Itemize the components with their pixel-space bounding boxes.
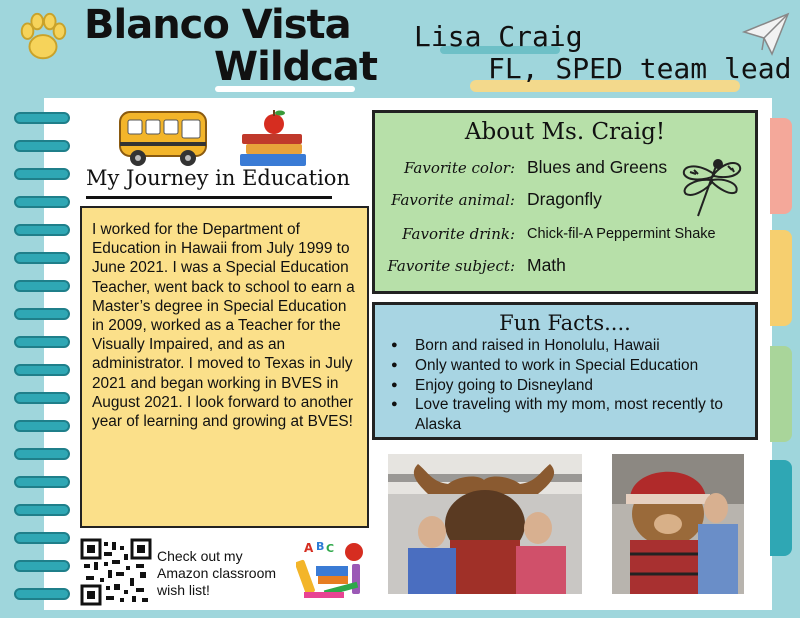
favorite-label: Favorite color: <box>404 159 515 177</box>
journey-story-box <box>80 206 369 528</box>
divider-tab-green <box>770 346 792 442</box>
svg-text:B: B <box>316 540 325 553</box>
about-title: About Ms. Craig! <box>464 119 666 145</box>
fun-fact-item: ● Enjoy going to Disneyland <box>389 376 749 396</box>
spiral-ring <box>14 308 70 320</box>
journey-heading: My Journey in Education <box>86 166 350 190</box>
favorite-label: Favorite subject: <box>387 257 515 275</box>
favorite-row <box>375 223 755 251</box>
spiral-ring <box>14 140 70 152</box>
school-title-line1: Blanco Vista <box>84 2 351 48</box>
paper-airplane-icon <box>742 10 790 58</box>
photo-teddy-bear <box>612 454 744 594</box>
spiral-ring <box>14 168 70 180</box>
fun-facts-box <box>372 302 758 440</box>
favorite-value: Blues and Greens <box>527 157 668 177</box>
favorite-row <box>375 255 755 283</box>
divider-tab-teal <box>770 460 792 556</box>
fun-facts-title: Fun Facts.... <box>499 311 631 335</box>
qr-code[interactable] <box>80 538 152 606</box>
fun-fact-item: ● Born and raised in Honolulu, Hawaii <box>389 336 749 356</box>
school-bus-icon <box>116 106 212 170</box>
journey-story-text: I worked for the Department of Education in Hawaii from July 1999 to June 2021. I was a Special Education Teacher, went back to school to earn a Master’s degree in Special Education in 2009, worked as a Teacher for the Visually Impaired, and as an administrator. I moved to Texas in July 2021 and began working in BVES in August 2021. I look forward to another year of learning and growing at BVES! <box>92 221 355 431</box>
books-apple-icon <box>236 108 308 170</box>
header <box>0 0 800 98</box>
wishlist-label: Check out my Amazon classroom wish list! <box>157 548 277 598</box>
favorite-value: Dragonfly <box>527 189 602 209</box>
journey-underline <box>86 196 332 199</box>
spiral-ring <box>14 280 70 292</box>
fun-fact-item: ● Love traveling with my mom, most recently to Alaska <box>389 395 749 435</box>
spiral-ring <box>14 336 70 348</box>
photo-disney-moose <box>388 454 582 594</box>
spiral-ring <box>14 476 70 488</box>
paw-print-icon <box>14 8 72 66</box>
favorite-value: Math <box>527 255 566 275</box>
school-supplies-icon <box>296 538 370 602</box>
spiral-ring <box>14 392 70 404</box>
teacher-role: FL, SPED team lead <box>488 52 792 85</box>
teacher-name: Lisa Craig <box>414 20 583 53</box>
spiral-ring <box>14 112 70 124</box>
spiral-ring <box>14 196 70 208</box>
spiral-ring <box>14 420 70 432</box>
svg-text:A: A <box>304 541 314 555</box>
spiral-ring <box>14 560 70 572</box>
school-title-line2: Wildcat <box>214 44 377 90</box>
spiral-ring <box>14 504 70 516</box>
divider-tab-yellow <box>770 230 792 326</box>
fun-facts-list <box>389 336 749 435</box>
spiral-ring <box>14 588 70 600</box>
spiral-ring <box>14 252 70 264</box>
dragonfly-icon <box>676 156 744 220</box>
favorite-label: Favorite drink: <box>402 225 515 243</box>
spiral-ring <box>14 448 70 460</box>
spiral-ring <box>14 224 70 236</box>
wishlist-text <box>157 548 287 599</box>
fun-fact-item: ● Only wanted to work in Special Education <box>389 356 749 376</box>
svg-text:C: C <box>326 542 335 555</box>
favorite-value: Chick-fil-A Peppermint Shake <box>527 226 716 242</box>
spiral-ring <box>14 532 70 544</box>
spiral-ring <box>14 364 70 376</box>
divider-tab-red <box>770 118 792 214</box>
favorite-label: Favorite animal: <box>391 191 515 209</box>
